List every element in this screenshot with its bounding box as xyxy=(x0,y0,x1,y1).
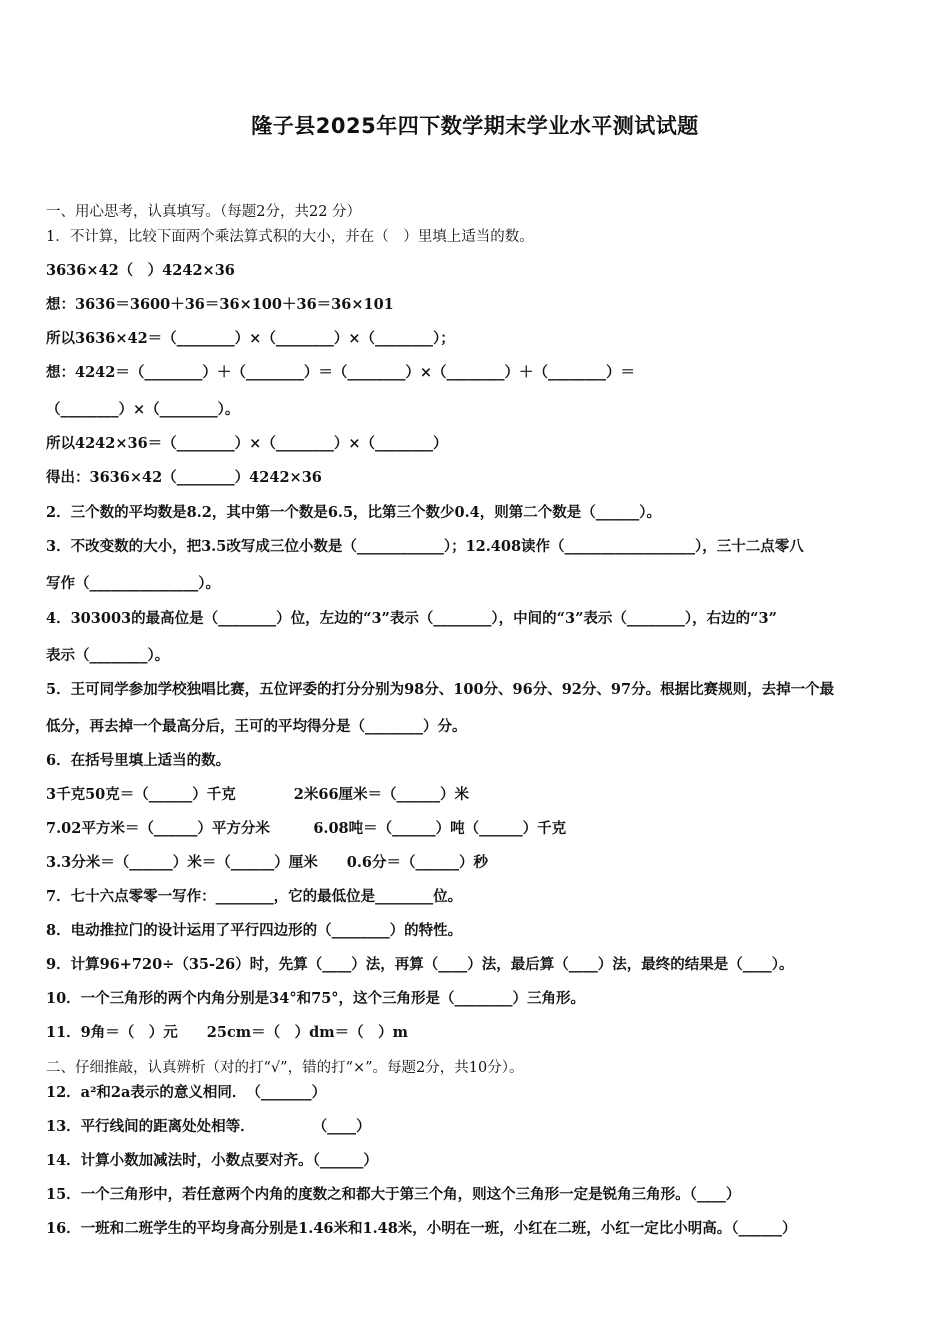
question-7: 7．七十六点零零一写作：________，它的最低位是________位。 xyxy=(46,888,463,905)
question-13: 13．平行线间的距离处处相等． （____） xyxy=(46,1118,371,1135)
question-5-cont: 低分，再去掉一个最高分后，王可的平均得分是（________）分。 xyxy=(46,718,467,735)
question-1-line: 所以4242×36＝（________）×（________）×（________） xyxy=(46,435,448,452)
question-3-cont: 写作（_______________）。 xyxy=(46,575,220,592)
question-10: 10．一个三角形的两个内角分别是34°和75°，这个三角形是（________）三角形。 xyxy=(46,990,586,1007)
question-5: 5．王可同学参加学校独唱比赛，五位评委的打分分别为98分、100分、96分、92分、97分。根据比赛规则，去掉一个最 xyxy=(46,681,835,698)
question-1-line: 3636×42（ ）4242×36 xyxy=(46,262,235,279)
question-15: 15．一个三角形中，若任意两个内角的度数之和都大于第三个角，则这个三角形一定是锐角三角形。（____） xyxy=(46,1186,741,1203)
section-heading-1: 一、用心思考，认真填写。（每题2分，共22 分） xyxy=(46,204,362,220)
question-16: 16．一班和二班学生的平均身高分别是1.46米和1.48米，小明在一班，小红在二班，小红一定比小明高。（______） xyxy=(46,1220,797,1237)
question-11: 11．9角＝（ ）元 25cm＝（ ）dm＝（ ）m xyxy=(46,1024,408,1041)
question-6-line: 3千克50克＝（______）千克 2米66厘米＝（______）米 xyxy=(46,786,470,803)
question-1-line: 想：4242＝（________）＋（________）＝（________）×（________）＋（________）＝ xyxy=(46,364,636,381)
question-6: 6．在括号里填上适当的数。 xyxy=(46,752,231,769)
question-4: 4．303003的最高位是（________）位，左边的“3”表示（________），中间的“3”表示（________），右边的“3” xyxy=(46,610,777,627)
question-14: 14．计算小数加减法时，小数点要对齐。（______） xyxy=(46,1152,378,1169)
question-1-line: 得出：3636×42（________）4242×36 xyxy=(46,469,322,486)
question-6-line: 3.3分米＝（______）米＝（______）厘米 0.6分＝（______）秒 xyxy=(46,854,488,871)
page-title: 隆子县2025年四下数学期末学业水平测试试题 xyxy=(251,114,699,138)
question-3: 3．不改变数的大小，把3.5改写成三位小数是（____________）；12.408读作（__________________），三十二点零八 xyxy=(46,538,804,555)
question-9: 9．计算96+720÷（35-26）时，先算（____）法，再算（____）法，最后算（____）法，最终的结果是（____）。 xyxy=(46,956,794,973)
question-8: 8．电动推拉门的设计运用了平行四边形的（________）的特性。 xyxy=(46,922,463,939)
question-4-cont: 表示（________）。 xyxy=(46,647,170,664)
question-2: 2．三个数的平均数是8.2，其中第一个数是6.5，比第三个数少0.4，则第二个数是（______）。 xyxy=(46,504,662,521)
question-1-line: （________）×（________）。 xyxy=(46,401,240,418)
question-1-line: 所以3636×42＝（________）×（________）×（________）； xyxy=(46,330,455,347)
question-6-line: 7.02平方米＝（______）平方分米 6.08吨＝（______）吨（______）千克 xyxy=(46,820,567,837)
question-1-stem: 1．不计算，比较下面两个乘法算式积的大小，并在（ ）里填上适当的数。 xyxy=(46,229,534,245)
question-12: 12．a²和2a表示的意义相同． （_______） xyxy=(46,1084,327,1101)
question-1-line: 想：3636＝3600＋36＝36×100＋36＝36×101 xyxy=(46,296,394,313)
section-heading-2: 二、仔细推敲，认真辨析（对的打“√”，错的打“×”。每题2分，共10分）。 xyxy=(46,1060,524,1076)
